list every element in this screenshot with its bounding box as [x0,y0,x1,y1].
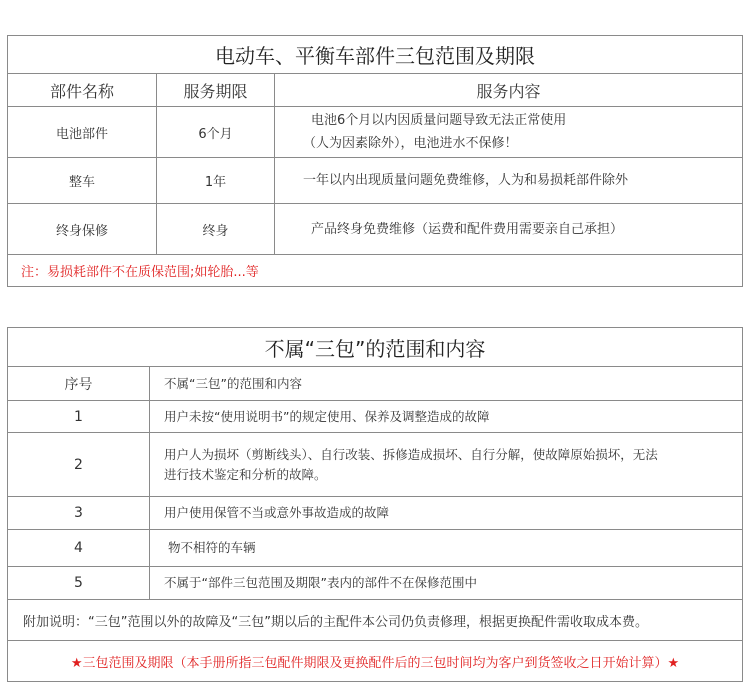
service-content-line: （人为因素除外），电池进水不保修！ [303,136,518,151]
service-content-line: 电池6个月以内因质量问题导致无法正常使用 [311,113,567,128]
service-content-line: 一年以内出现质量问题免费维修，人为和易损耗部件除外 [303,173,629,188]
table-row [8,401,743,433]
row-number: 5 [8,567,150,600]
table-row [8,158,743,204]
warranty-note: 注：易损耗部件不在质保范围;如轮胎...等 [8,255,743,287]
row-content [150,433,743,497]
row-number: 4 [8,530,150,567]
service-content-line: 产品终身免费维修（运费和配件费用需要亲自己承担） [311,221,624,237]
part-name: 电池部件 [8,107,157,158]
service-period: 6个月 [157,107,275,158]
additional-note: 附加说明：“三包”范围以外的故障及“三包”期以后的主配件本公司仍负责修理，根据更换配件需收取成本费。 [8,600,743,641]
part-name: 终身保修 [8,204,157,255]
row-number: 3 [8,497,150,530]
warranty-footer-note: ★三包范围及期限（本手册所指三包配件期限及更换配件后的三包时间均为客户到货签收之日开始计算）★ [8,641,743,682]
part-name: 整车 [8,158,157,204]
table-row [8,204,743,255]
service-content [275,204,743,255]
row-content: 物不相符的车辆 [150,530,743,567]
warranty-table-title: 电动车、平衡车部件三包范围及期限 [8,36,743,74]
table-row [8,530,743,567]
table-row [8,107,743,158]
service-content [275,107,743,158]
header-scope-content: 不属“三包”的范围和内容 [150,367,743,401]
row-content: 不属于“部件三包范围及期限”表内的部件不在保修范围中 [150,567,743,600]
row-number: 1 [8,401,150,433]
service-content [275,158,743,204]
service-period: 终身 [157,204,275,255]
non-warranty-table [7,327,743,682]
warranty-period-table [7,35,743,287]
row-content: 用户使用保管不当或意外事故造成的故障 [150,497,743,530]
header-service-content: 服务内容 [275,74,743,107]
row-number: 2 [8,433,150,497]
table-row [8,497,743,530]
non-warranty-table-title: 不属“三包”的范围和内容 [8,328,743,367]
row-content-line: 进行技术鉴定和分析的故障。 [164,466,327,482]
table-row [8,567,743,600]
row-content: 用户未按“使用说明书”的规定使用、保养及调整造成的故障 [150,401,743,433]
header-part-name: 部件名称 [8,74,157,107]
table-row [8,433,743,497]
header-service-period: 服务期限 [157,74,275,107]
service-period: 1年 [157,158,275,204]
header-number: 序号 [8,367,150,401]
row-content-line: 用户人为损坏（剪断线头）、自行改装、拆修造成损坏、自行分解，使故障原始损坏，无法 [164,446,658,462]
